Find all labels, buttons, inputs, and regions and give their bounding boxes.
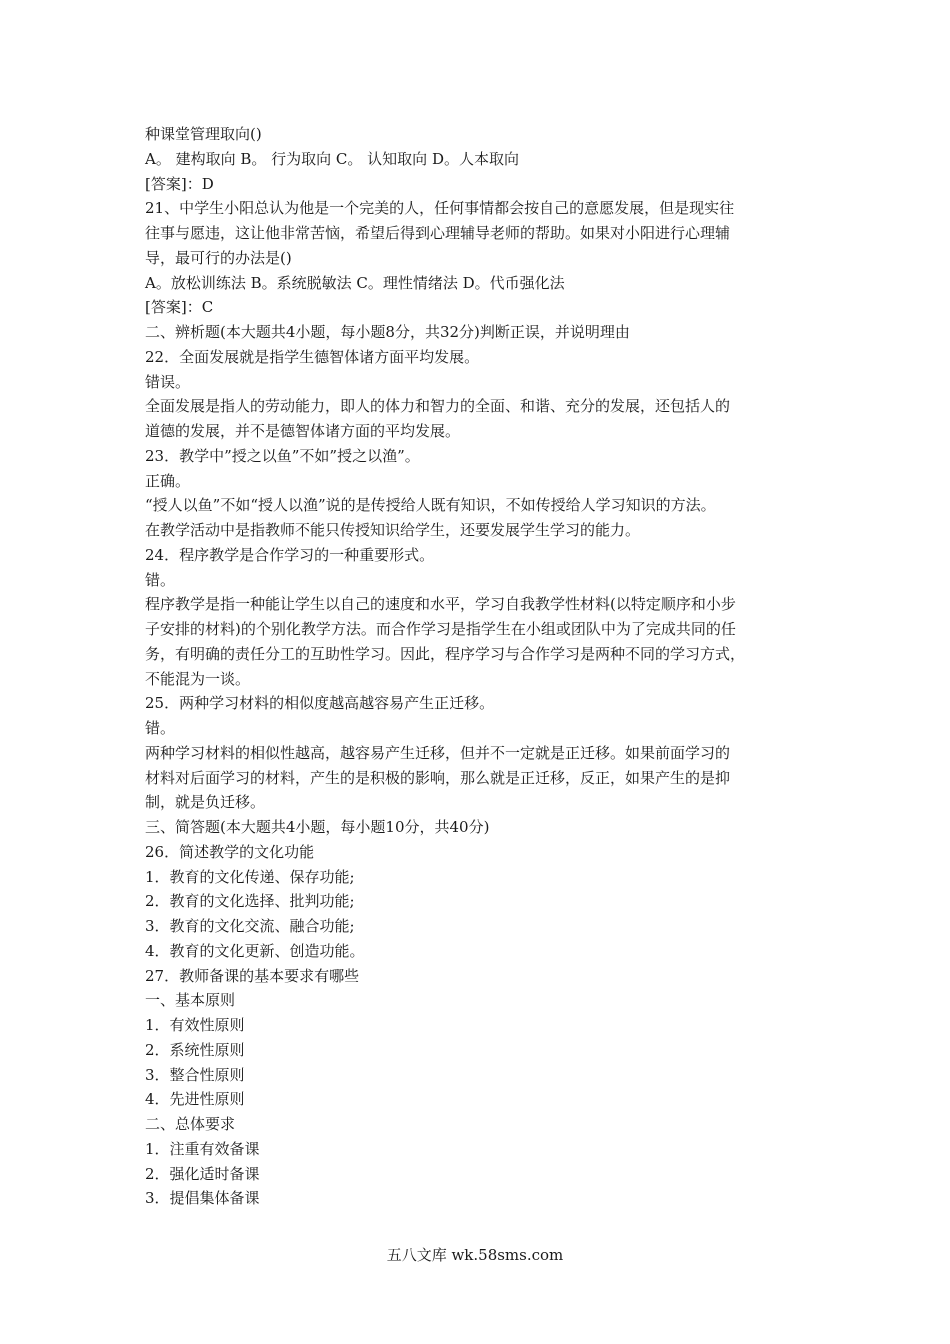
text-line: 三、简答题(本大题共4小题，每小题10分，共40分): [145, 818, 490, 836]
text-line: 4．先进性原则: [145, 1090, 245, 1109]
text-line: 不能混为一谈。: [145, 669, 251, 688]
text-line: A。 建构取向 B。 行为取向 C。 认知取向 D。人本取向: [145, 149, 519, 168]
text-line: 错误。: [145, 372, 191, 391]
text-line: 26．简述教学的文化功能: [145, 842, 315, 861]
text-line: 错。: [145, 719, 176, 737]
text-line: 22．全面发展就是指学生德智体诸方面平均发展。: [145, 347, 480, 366]
text-line: 1．注重有效备课: [145, 1139, 260, 1158]
text-line: 23．教学中”授之以鱼”不如”授之以渔”。: [145, 446, 420, 465]
text-line: 务，有明确的责任分工的互助性学习。因此，程序学习与合作学习是两种不同的学习方式，: [145, 644, 746, 663]
text-line: 往事与愿违，这让他非常苦恼，希望后得到心理辅导老师的帮助。如果对小阳进行心理辅: [145, 224, 731, 242]
text-line: A。放松训练法 B。系统脱敏法 C。理性情绪法 D。代币强化法: [145, 273, 565, 292]
text-line: 1．有效性原则: [145, 1016, 245, 1034]
text-line: 全面发展是指人的劳动能力，即人的体力和智力的全面、和谐、充分的发展，还包括人的: [145, 397, 731, 416]
text-line: 二、辨析题(本大题共4小题，每小题8分，共32分)判断正误，并说明理由: [145, 323, 630, 341]
text-line: 导，最可行的办法是(): [145, 248, 292, 267]
text-line: 在教学活动中是指教师不能只传授知识给学生，还要发展学生学习的能力。: [145, 521, 641, 539]
text-line: “授人以鱼”不如“授人以渔”说的是传授给人既有知识，不如传授给人学习知识的方法。: [145, 496, 716, 515]
text-line: 25．两种学习材料的相似度越高越容易产生正迁移。: [145, 694, 495, 713]
text-line: 3．提倡集体备课: [145, 1189, 260, 1208]
text-line: 21、中学生小阳总认为他是一个完美的人，任何事情都会按自己的意愿发展，但是现实往: [145, 199, 735, 218]
text-line: 24．程序教学是合作学习的一种重要形式。: [145, 545, 435, 564]
text-line: 2．系统性原则: [145, 1040, 245, 1059]
text-line: 错。: [145, 570, 176, 589]
text-line: 2．强化适时备课: [145, 1164, 260, 1183]
text-line: 2．教育的文化选择、批判功能;: [145, 892, 355, 911]
text-line: 1．教育的文化传递、保存功能;: [145, 867, 355, 886]
text-line: 3．教育的文化交流、融合功能;: [145, 917, 355, 935]
text-line: 道德的发展，并不是德智体诸方面的平均发展。: [145, 422, 461, 440]
text-line: 一、基本原则: [145, 991, 236, 1010]
text-line: 制，就是负迁移。: [145, 793, 266, 812]
text-line: 种课堂管理取向(): [145, 125, 262, 143]
text-line: 材料对后面学习的材料，产生的是积极的影响，那么就是正迁移，反正，如果产生的是抑: [145, 768, 731, 787]
text-line: 正确。: [145, 471, 191, 490]
text-line: 两种学习材料的相似性越高，越容易产生迁移，但并不一定就是正迁移。如果前面学习的: [145, 743, 731, 762]
document-body: [145, 122, 810, 1211]
text-line: 程序教学是指一种能让学生以自己的速度和水平，学习自我教学性材料(以特定顺序和小步: [145, 595, 736, 614]
text-line: 4．教育的文化更新、创造功能。: [145, 941, 365, 960]
text-line: 子安排的材料)的个别化教学方法。而合作学习是指学生在小组或团队中为了完成共同的任: [145, 620, 736, 638]
text-line: 3．整合性原则: [145, 1065, 245, 1084]
text-line: [答案]：D: [145, 174, 214, 193]
text-line: 27．教师备课的基本要求有哪些: [145, 966, 360, 985]
text-line: [答案]：C: [145, 298, 214, 317]
text-line: 二、总体要求: [145, 1115, 236, 1133]
footer-watermark: 五八文库 wk.58sms.com: [386, 1246, 564, 1264]
